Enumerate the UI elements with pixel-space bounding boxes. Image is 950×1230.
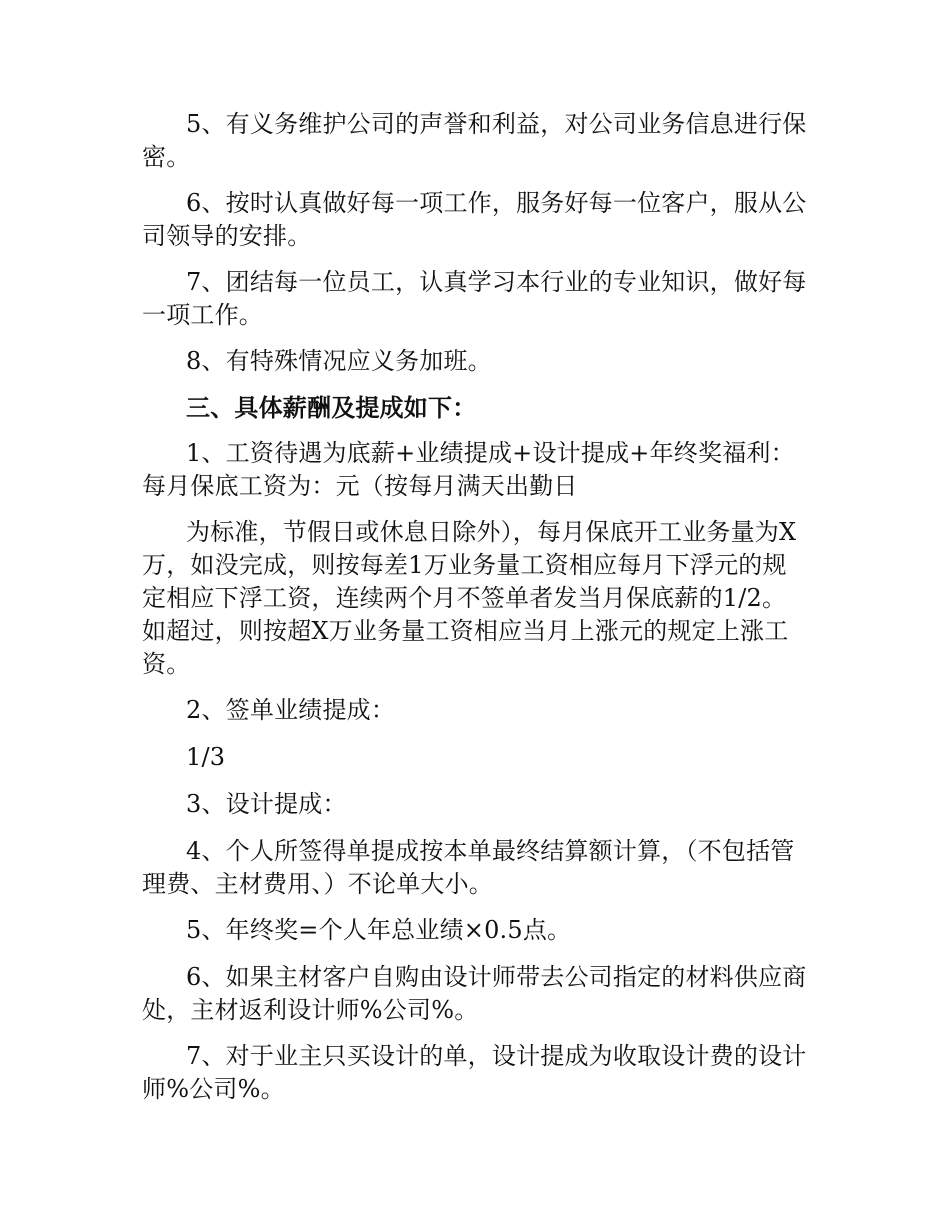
paragraph-duty-8: 8、有特殊情况应义务加班。: [186, 347, 492, 375]
paragraph-duty-7: 7、团结每一位员工，认真学习本行业的专业知识，做好每一项工作。: [142, 268, 807, 329]
paragraph-salary-6: 6、如果主材客户自购由设计师带去公司指定的材料供应商处，主材返利设计师%公司%。: [142, 963, 807, 1024]
document-page: [142, 108, 810, 1119]
paragraph-duty-6: 6、按时认真做好每一项工作，服务好每一位客户，服从公司领导的安排。: [142, 189, 807, 250]
paragraph-salary-4: 4、个人所签得单提成按本单最终结算额计算，（不包括管理费、主材费用、）不论单大小。: [142, 837, 795, 898]
paragraph-duty-5: 5、有义务维护公司的声誉和利益，对公司业务信息进行保密。: [142, 110, 807, 171]
section-heading-salary: 三、具体薪酬及提成如下：: [186, 393, 477, 422]
paragraph-salary-7: 7、对于业主只买设计的单，设计提成为收取设计费的设计师%公司%。: [142, 1042, 807, 1103]
paragraph-salary-2: 2、签单业绩提成：: [186, 696, 396, 724]
paragraph-salary-1-continued: 为标准，节假日或休息日除外），每月保底开工业务量为X万，如没完成，则按每差1万业务量工资相应每月下浮元的规定相应下浮工资，连续两个月不签单者发当月保底薪的1/2。如超过，则按超X万业务量工资相应当月上涨元的规定上涨工资。: [142, 518, 797, 678]
paragraph-fraction: 1/3: [186, 743, 226, 771]
paragraph-salary-5: 5、年终奖=个人年总业绩×0.5点。: [186, 916, 572, 944]
paragraph-salary-3: 3、设计提成：: [186, 790, 347, 818]
paragraph-salary-1: 1、工资待遇为底薪+业绩提成+设计提成+年终奖福利：每月保底工资为：元（按每月满天出勤日: [142, 439, 795, 500]
